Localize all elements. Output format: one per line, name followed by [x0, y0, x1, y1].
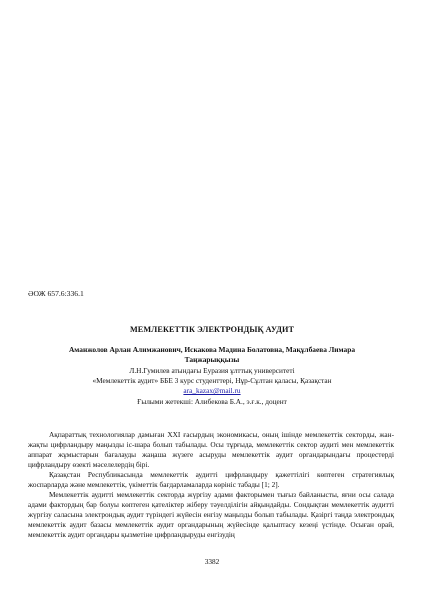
paragraph: Қазақстан Республикасында мемлекеттік аудитті цифрландыру қажеттілігі көптеген стратегиялық жоспарларда және мемлекеттік, үкіметтік бағдарламаларда көрініс табады [1; 2].	[28, 470, 394, 489]
supervisor: Ғылыми жетекші: Алибекова Б.А., э.ғ.к., доцент	[137, 396, 287, 406]
udc-code: ӘОЖ 657.6:336.1	[28, 289, 84, 298]
paper-title: МЕМЛЕКЕТТІК ЭЛЕКТРОНДЫҚ АУДИТ	[129, 325, 295, 334]
paragraph: Ақпараттық технологиялар дамыған XXI ғасырдың экономикасы, оның ішінде мемлекеттік секторды, жан-жақты цифрландыру маңызды іс-шара болып табылады. Осы тұрғыда, мемлекеттік сектор аудиті мен мемлекеттік аппарат жұмыстарын бағалауды жаңаша жүзеге асыруды мемлекеттік аудит органдарындағы процестерді цифрландыру өзекті мәселелердің бірі.	[28, 430, 394, 469]
paragraph: Мемлекеттік аудитті мемлекеттік секторда жүргізу адами факторымен тығыз байланысты, яғни осы салада адами фактордың бар болуы көптеген қателіктер жіберу тәуелділігін айқындайды. Сондықтан мемлекеттік аудитті жүргізу саласына электрондық аудит түріндегі жүйесін енгізу маңызды болып табылады. Қазіргі таңда электрондық мемлекеттік аудит базасы мемлекеттік аудит органдарының жүйесінде қалыптасу кезеңі үстінде. Осыған орай, мемлекеттік аудит органдары қызметіне цифрландыруды енгізудің	[28, 490, 394, 539]
authors-line-2: Таңжарыққызы	[184, 355, 240, 364]
authors-line-1: Аманжолов Арлан Алимжанович, Искакова Мадина Болатовна, Мақұлбаева Лимара	[68, 345, 356, 354]
email-link[interactable]: ara_kazax@mail.ru	[183, 386, 241, 396]
affiliation-block	[30, 366, 394, 407]
body-text	[28, 430, 394, 540]
authors	[30, 345, 394, 365]
affiliation-university: Л.Н.Гумилев атындағы Еуразия ұлттық университеті	[129, 366, 295, 375]
page-number: 3382	[204, 557, 220, 566]
affiliation-program: «Мемлекеттік аудит» ББЕ 3 курс студенттері, Нұр-Сұлтан қаласы, Қазақстан	[92, 376, 332, 386]
